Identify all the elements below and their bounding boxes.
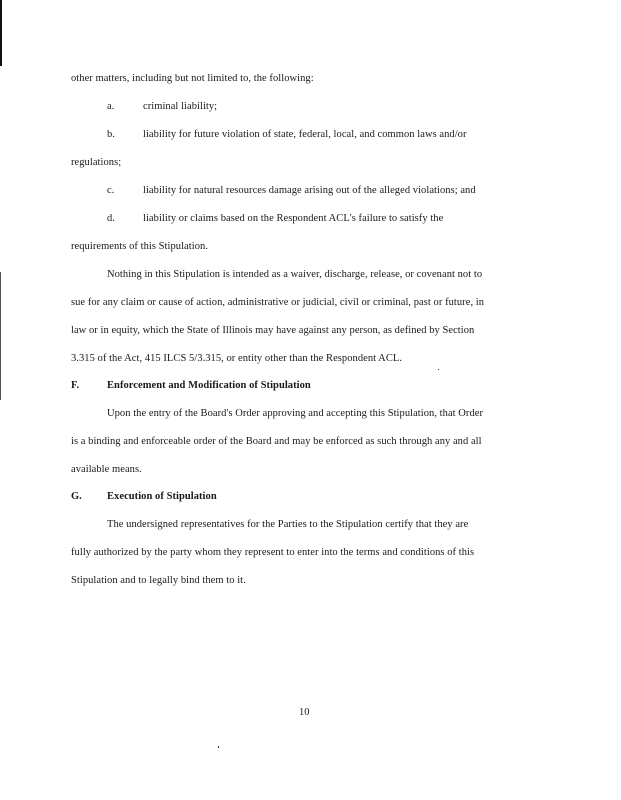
paragraph-line: available means. (71, 464, 142, 475)
list-item-continuation: regulations; (71, 157, 122, 168)
page-number: 10 (299, 707, 310, 718)
list-marker: b. (107, 129, 115, 140)
paragraph-line: sue for any claim or cause of action, administrative or judicial, civil or criminal, past or future, in (71, 297, 485, 308)
section-heading: Execution of Stipulation (107, 491, 217, 502)
list-marker: d. (107, 213, 115, 224)
paragraph-line: fully authorized by the party whom they represent to enter into the terms and conditions of this (71, 547, 475, 558)
scan-speck (438, 369, 439, 370)
intro-line: other matters, including but not limited to, the following: (71, 73, 314, 84)
paragraph-line: is a binding and enforceable order of the Board and may be enforced as such through any and all (71, 436, 482, 447)
section-letter: F. (71, 380, 80, 391)
list-item-text: liability or claims based on the Respondent ACL's failure to satisfy the (143, 213, 444, 224)
section-heading: Enforcement and Modification of Stipulation (107, 380, 311, 391)
scan-speck (218, 746, 219, 748)
paragraph-line: law or in equity, which the State of Illinois may have against any person, as defined by Section (71, 325, 475, 336)
list-item-text: liability for future violation of state, federal, local, and common laws and/or (143, 129, 467, 140)
section-letter: G. (71, 491, 82, 502)
paragraph-line: Stipulation and to legally bind them to it. (71, 575, 246, 586)
scan-edge-mark (0, 0, 2, 66)
list-item-text: liability for natural resources damage arising out of the alleged violations; and (143, 185, 476, 196)
scan-edge-mark (0, 272, 1, 400)
paragraph-line: 3.315 of the Act, 415 ILCS 5/3.315, or entity other than the Respondent ACL. (71, 353, 403, 364)
list-marker: a. (107, 101, 115, 112)
list-item-text: criminal liability; (143, 101, 218, 112)
list-item-continuation: requirements of this Stipulation. (71, 241, 208, 252)
paragraph-line: Nothing in this Stipulation is intended as a waiver, discharge, release, or covenant not to (107, 269, 483, 280)
paragraph-line: The undersigned representatives for the Parties to the Stipulation certify that they are (107, 519, 469, 530)
paragraph-line: Upon the entry of the Board's Order approving and accepting this Stipulation, that Order (107, 408, 484, 419)
list-marker: c. (107, 185, 115, 196)
